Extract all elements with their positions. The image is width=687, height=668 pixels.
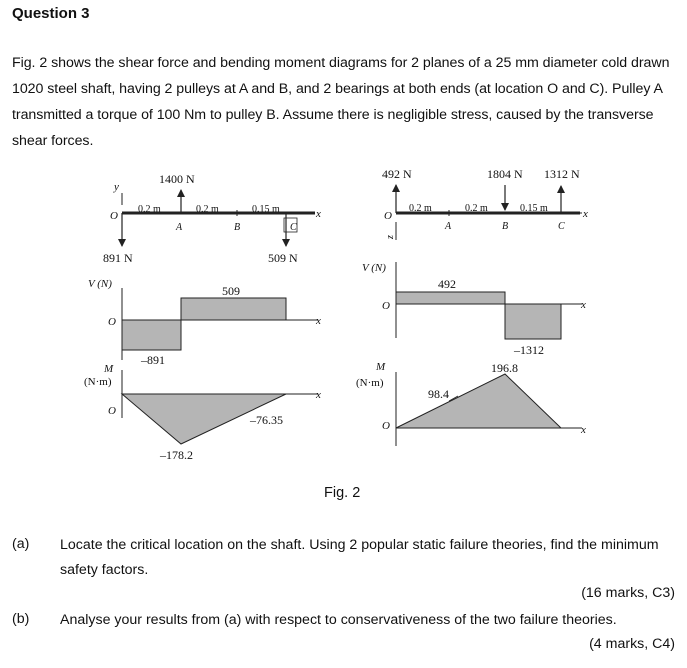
left-load-c-value: 509 N (268, 251, 298, 265)
question-b-label: (b) (12, 611, 30, 627)
left-moment-origin: O (108, 405, 116, 417)
question-intro: Fig. 2 shows the shear force and bending moment diagrams for 2 planes of a 25 mm diameter cold drawn 1020 steel shaft, having 2 pulleys at A and B, and 2 bearings at both ends (at location O and C). Pulley A transmitted a torque of 100 Nm to pulley B. Assume there is negligible stress, caused by the transverse shear forces. (12, 55, 670, 149)
left-span-3: 0.15 m (252, 204, 280, 215)
left-diagram (122, 190, 318, 444)
right-axis-x-label: x (583, 208, 588, 220)
right-shear-negative-block (505, 304, 561, 339)
left-shear-x: x (316, 315, 321, 327)
left-span-2: 0.2 m (196, 204, 219, 215)
question-a-text: Locate the critical location on the shaft. Using 2 popular static failure theories, find the minimum safety factors. (60, 537, 659, 578)
right-shear-value-1312: –1312 (514, 343, 544, 357)
right-shear-positive-block (396, 292, 505, 304)
left-moment-value-min: –178.2 (160, 448, 193, 462)
left-axis-y-label: y (114, 181, 119, 193)
right-shear-value-492: 492 (438, 277, 456, 291)
right-load-b-value: 1804 N (487, 167, 523, 181)
left-moment-x: x (316, 389, 321, 401)
right-span-3: 0.15 m (520, 203, 548, 214)
right-moment-label-2: (N·m) (356, 377, 384, 389)
right-moment-label-1: M (376, 361, 386, 373)
question-a-label: (a) (12, 536, 30, 552)
left-moment-value-b: –76.35 (250, 413, 283, 427)
question-a-marks: (16 marks, C3) (581, 585, 675, 601)
left-shear-value-509: 509 (222, 284, 240, 298)
right-diagram (396, 185, 582, 446)
right-load-o-value: 492 N (382, 167, 412, 181)
question-b-text: Analyse your results from (a) with respect to conservativeness of the two failure theories. (60, 612, 617, 628)
question-b-marks: (4 marks, C4) (589, 636, 675, 652)
left-shear-value-891: –891 (141, 353, 165, 367)
right-moment-area (396, 374, 561, 428)
figure-caption: Fig. 2 (324, 485, 361, 501)
right-point-b: B (502, 221, 509, 232)
right-span-1: 0.2 m (409, 203, 432, 214)
left-load-o-value: 891 N (103, 251, 133, 265)
right-moment-x: x (581, 424, 586, 436)
left-point-c: C (290, 222, 297, 233)
right-point-c: C (558, 221, 565, 232)
right-shear-label: V (N) (362, 262, 386, 274)
left-shear-negative-block (122, 320, 181, 350)
right-load-c-value: 1312 N (544, 167, 580, 181)
right-moment-value-a: 98.4 (428, 387, 449, 401)
right-shear-origin: O (382, 300, 390, 312)
right-moment-origin: O (382, 420, 390, 432)
right-axis-z-label: z (385, 235, 396, 239)
left-shear-label: V (N) (88, 278, 112, 290)
right-moment-value-max: 196.8 (491, 361, 518, 375)
left-moment-label-2: (N·m) (84, 376, 112, 388)
question-title: Question 3 (12, 5, 90, 22)
left-point-a: A (176, 222, 183, 233)
left-shear-positive-block (181, 298, 286, 320)
right-shear-x: x (581, 299, 586, 311)
left-span-1: 0.2 m (138, 204, 161, 215)
left-axis-x-label: x (316, 208, 321, 220)
left-point-b: B (234, 222, 241, 233)
left-origin-label: O (110, 210, 118, 222)
right-origin-label: O (384, 210, 392, 222)
left-moment-label-1: M (104, 363, 114, 375)
left-load-a-value: 1400 N (159, 172, 195, 186)
left-shear-origin: O (108, 316, 116, 328)
right-point-a: A (445, 221, 452, 232)
right-span-2: 0.2 m (465, 203, 488, 214)
